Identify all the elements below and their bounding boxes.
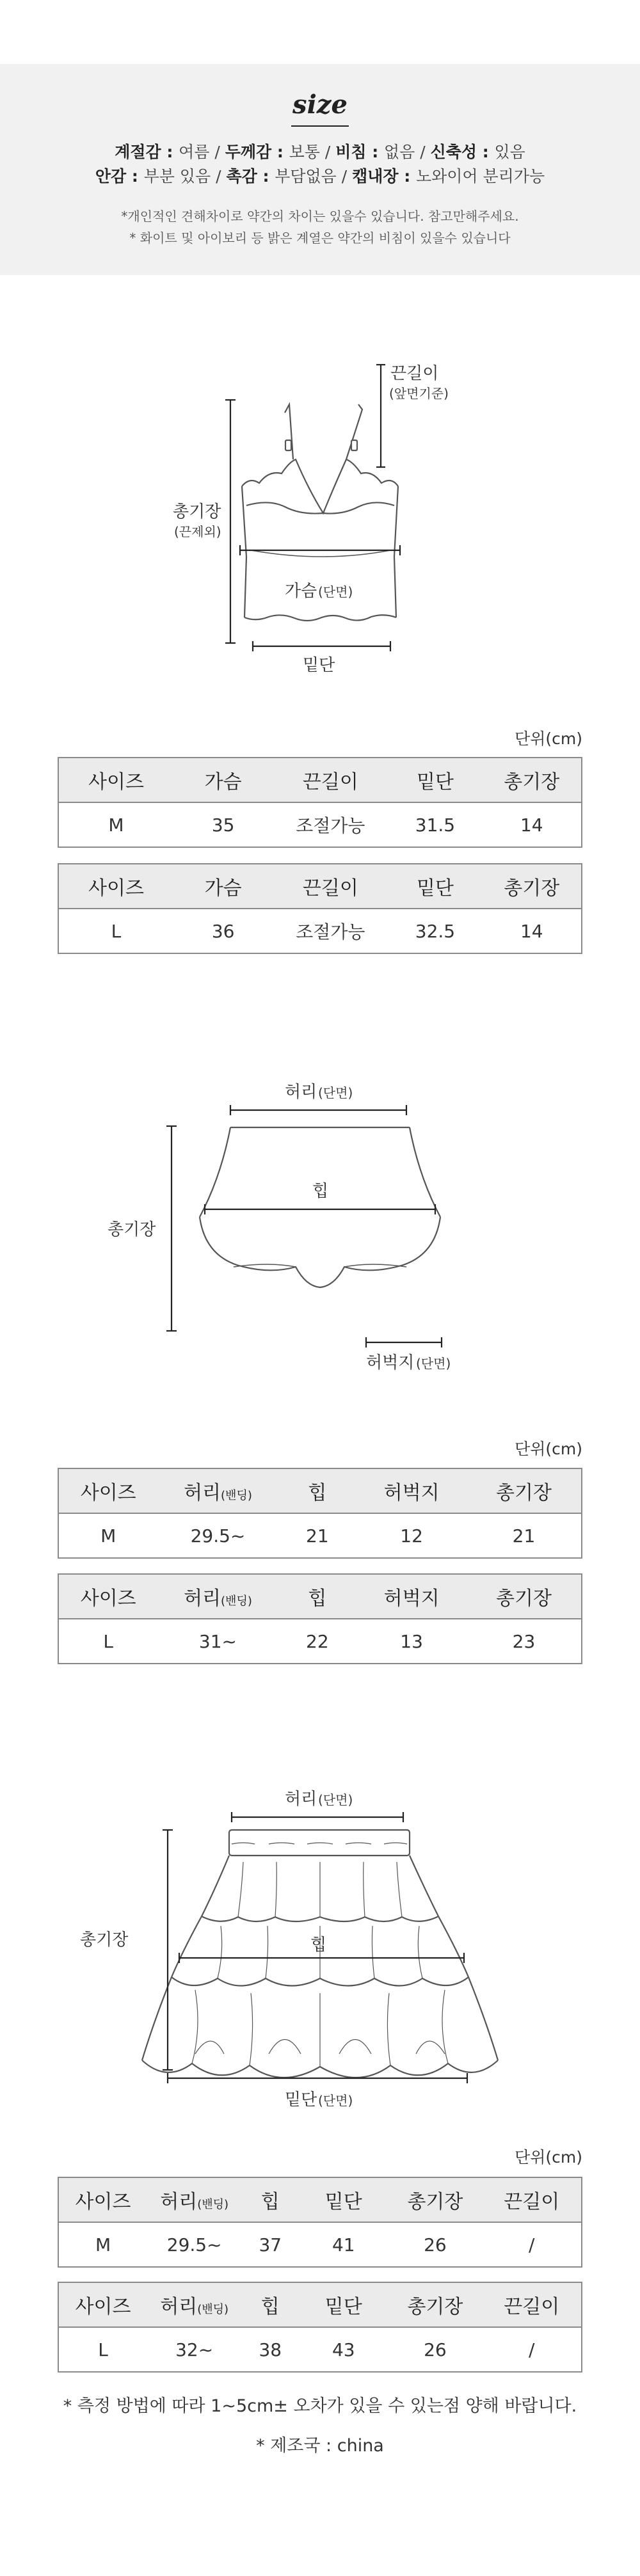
col-length: 총기장 [483,758,582,802]
cell-hem: 31.5 [388,802,482,847]
briefs-length-label: 총기장 [108,1220,156,1239]
spec-key: 캡내장 : [352,167,416,186]
col-waist [157,1574,278,1619]
briefs-waist-label: 허리 [285,1083,317,1102]
cell-waist: 31~ [157,1619,278,1664]
col-size: 사이즈 [58,2177,147,2222]
briefs-unit-label: 단위(cm) [515,1440,582,1458]
col-hip: 힙 [241,2282,299,2327]
col-waist [147,2177,241,2222]
spec-value: 부분 있음 [143,167,211,186]
top-diagram [0,346,640,691]
col-size: 사이즈 [58,1574,157,1619]
col-size: 사이즈 [58,758,173,802]
title-underline [291,125,349,127]
col-thigh: 허벅지 [356,1574,467,1619]
col-hem: 밑단 [388,864,482,909]
cell-hip: 37 [241,2222,299,2267]
col-strap: 끈길이 [483,2177,582,2222]
skirt-size-table-l [58,2282,582,2373]
cell-length: 14 [483,909,582,953]
origin-note: * 제조국 : china [256,2436,384,2456]
spec-value: 노와이어 분리가능 [415,167,545,186]
cell-length: 21 [467,1513,582,1558]
col-length: 총기장 [467,1468,582,1513]
cell-size: L [58,1619,157,1664]
spec-value: 여름 [179,143,210,161]
col-strap: 끈길이 [273,864,388,909]
cell-strap: 조절가능 [273,909,388,953]
cell-hip: 21 [278,1513,357,1558]
col-waist [147,2282,241,2327]
col-hem: 밑단 [299,2282,388,2327]
col-hip: 힙 [278,1468,357,1513]
skirt-diagram [0,1772,640,2124]
col-strap: 끈길이 [273,758,388,802]
cell-strap: 조절가능 [273,802,388,847]
briefs-size-table-m [58,1468,582,1559]
cell-length: 26 [388,2327,482,2372]
col-waist-sub: (밴딩) [197,2303,229,2316]
top-size-table-l [58,863,582,954]
top-hem-label: 밑단 [303,656,335,675]
col-waist-sub: (밴딩) [197,2198,229,2211]
col-hip: 힙 [241,2177,299,2222]
briefs-thigh-sub: (단면) [416,1356,451,1371]
spec-key: 신축성 : [430,143,495,161]
spec-value: 부담없음 [275,167,337,186]
spec-key: 촉감 : [226,167,275,186]
cell-size: M [58,1513,157,1558]
col-waist-label: 허리 [160,2296,198,2318]
skirt-hem-sub: (단면) [318,2093,353,2108]
cell-size: L [58,909,173,953]
note-line-2: * 화이트 및 아이보리 등 밝은 계열은 약간의 비침이 있을수 있습니다 [129,230,511,246]
col-strap: 끈길이 [483,2282,582,2327]
cell-chest: 35 [173,802,273,847]
col-waist-sub: (밴딩) [221,1594,252,1608]
skirt-hem-label: 밑단 [285,2090,317,2110]
col-chest: 가슴 [173,758,273,802]
cell-thigh: 13 [356,1619,467,1664]
cell-waist: 29.5~ [147,2222,241,2267]
col-size: 사이즈 [58,1468,157,1513]
briefs-waist-sub: (단면) [318,1085,353,1101]
spec-line-1: 계절감 : 여름 / 두께감 : 보통 / 비침 : 없음 / 신축성 : 있음 [115,143,525,161]
briefs-hip-label: 힙 [312,1182,329,1201]
col-thigh: 허벅지 [356,1468,467,1513]
briefs-diagram [0,1075,640,1382]
skirt-waist-label: 허리 [285,1790,317,1809]
cell-waist: 29.5~ [157,1513,278,1558]
spec-key: 안감 : [95,167,144,186]
measurement-note: * 측정 방법에 따라 1~5cm± 오차가 있을 수 있는점 양해 바랍니다. [63,2396,577,2416]
col-length: 총기장 [388,2177,482,2222]
note-line-1: *개인적인 견해차이로 약간의 차이는 있을수 있습니다. 참고만해주세요. [121,209,519,224]
cell-strap: / [483,2222,582,2267]
top-size-table-m [58,757,582,848]
col-length: 총기장 [388,2282,482,2327]
col-length: 총기장 [483,864,582,909]
col-size: 사이즈 [58,864,173,909]
col-waist-label: 허리 [160,2191,198,2213]
cell-length: 26 [388,2222,482,2267]
cell-waist: 32~ [147,2327,241,2372]
spec-key: 비침 : [335,143,384,161]
cell-hem: 32.5 [388,909,482,953]
skirt-size-table-m [58,2177,582,2268]
top-unit-label: 단위(cm) [515,729,582,748]
cell-hem: 43 [299,2327,388,2372]
skirt-waist-sub: (단면) [318,1792,353,1808]
top-chest-sub: (단면) [318,584,353,600]
col-hip: 힙 [278,1574,357,1619]
spec-value: 있음 [494,143,525,161]
col-size: 사이즈 [58,2282,147,2327]
briefs-size-table-l [58,1573,582,1664]
top-chest-label: 가슴 [285,582,317,601]
cell-strap: / [483,2327,582,2372]
cell-size: L [58,2327,147,2372]
cell-hip: 22 [278,1619,357,1664]
cell-size: M [58,2222,147,2267]
cell-size: M [58,802,173,847]
col-waist-sub: (밴딩) [221,1489,252,1502]
briefs-thigh-label: 허벅지 [366,1353,415,1372]
spec-header [0,64,640,275]
skirt-hip-label: 힙 [310,1936,327,1955]
spec-line-2: 안감 : 부분 있음 / 촉감 : 부담없음 / 캡내장 : 노와이어 분리가능 [95,167,545,186]
cell-thigh: 12 [356,1513,467,1558]
skirt-unit-label: 단위(cm) [515,2148,582,2167]
col-waist-label: 허리 [184,1482,221,1504]
skirt-length-label: 총기장 [80,1930,129,1950]
col-chest: 가슴 [173,864,273,909]
top-length-sub: (끈제외) [174,524,221,539]
col-length: 총기장 [467,1574,582,1619]
spec-value: 없음 [383,143,415,161]
top-length-label: 총기장 [173,502,221,521]
top-strap-sub: (앞면기준) [389,386,449,401]
cell-hip: 38 [241,2327,299,2372]
spec-key: 두께감 : [225,143,289,161]
spec-value: 보통 [289,143,320,161]
cell-chest: 36 [173,909,273,953]
col-hem: 밑단 [299,2177,388,2222]
col-waist-label: 허리 [184,1587,221,1610]
col-hem: 밑단 [388,758,482,802]
col-waist [157,1468,278,1513]
cell-length: 14 [483,802,582,847]
spec-key: 계절감 : [115,143,179,161]
size-title: size [292,90,348,120]
top-strap-label: 끈길이 [390,364,439,383]
cell-hem: 41 [299,2222,388,2267]
cell-length: 23 [467,1619,582,1664]
